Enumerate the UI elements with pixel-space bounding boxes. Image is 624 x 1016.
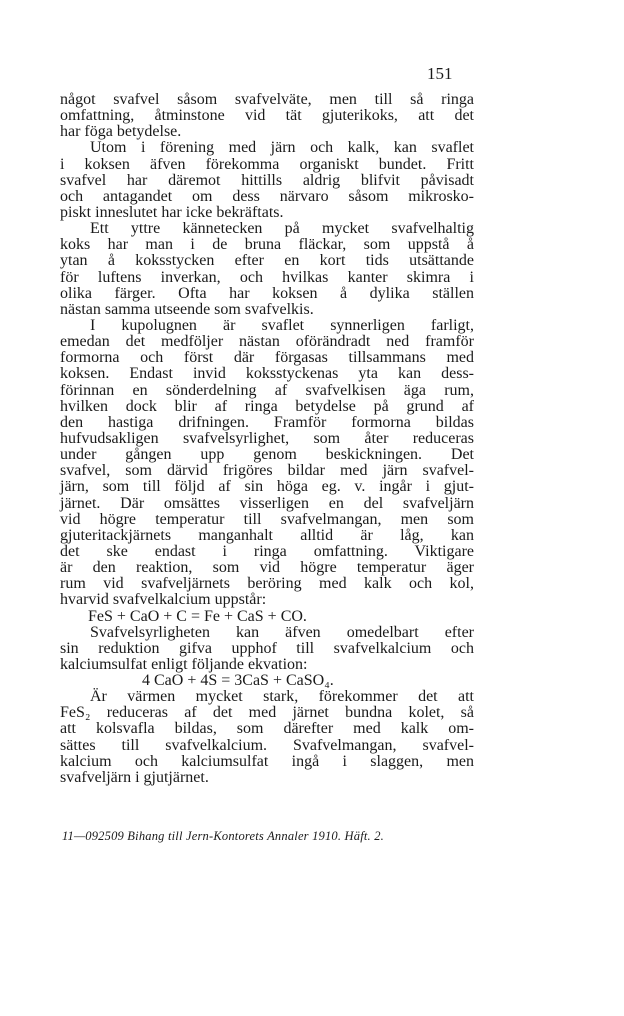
text-line: vid högre temperatur till svafvelmangan, men som: [60, 510, 474, 528]
text-line: sättes till svafvelkalcium. Svafvelmangan, svafvel-: [60, 736, 474, 754]
text-line: omfattning, åtminstone vid tät gjuterikoks, att det: [60, 107, 474, 125]
page-number: 151: [427, 64, 453, 83]
text-line: det ske endast i ringa omfattning. Viktigare: [60, 542, 474, 560]
text-line: Utom i förening med järn och kalk, kan svaflet: [90, 139, 474, 157]
equation: FeS + CaO + C = Fe + CaS + CO.: [88, 607, 307, 625]
footer-citation: 11—092509 Bihang till Jern-Kontorets Annaler 1910. Häft. 2.: [62, 829, 384, 843]
text-line: nästan samma utseende som svafvelkis.: [60, 300, 314, 318]
text-line: emedan det medföljer nästan oförändradt ned framför: [60, 333, 474, 351]
text-line: och antagandet om dess närvaro såsom mikrosko-: [60, 187, 474, 205]
text-line: kalciumsulfat enligt följande ekvation:: [60, 655, 308, 673]
text-line: kalcium och kalciumsulfat ingå i slaggen, men: [60, 752, 474, 770]
text-line: koks har man i de bruna fläckar, som uppstå å: [60, 236, 474, 254]
text-line: koksen. Endast invid koksstyckenas yta kan dess-: [60, 365, 474, 383]
text-line: FeS₂ reduceras af det med järnet bundna kolet, så: [60, 704, 474, 722]
equation: 4 CaO + 4S = 3CaS + CaSO₄.: [142, 672, 334, 690]
text-line: under gången upp genom beskickningen. Det: [60, 446, 474, 464]
text-line: ytan å koksstycken efter en kort tids utsättande: [60, 252, 474, 270]
text-line: förinnan en sönderdelning af svafvelkisen äga rum,: [60, 381, 474, 399]
text-line: olika färger. Ofta har koksen å dylika ställen: [60, 284, 474, 302]
text-line: har föga betydelse.: [60, 123, 182, 141]
text-line: svafvel, som därvid frigöres bildar med järn svafvel-: [60, 462, 474, 480]
text-line: för luftens inverkan, och hvilkas kanter skimra i: [60, 268, 474, 286]
text-line: rum vid svafveljärnets beröring med kalk och kol,: [60, 575, 474, 593]
text-line: Är värmen mycket stark, förekommer det att: [90, 688, 474, 706]
text-line: den hastiga drifningen. Framför formorna bildas: [60, 413, 474, 431]
text-line: järn, som till följd af sin höga eg. v. ingår i gjut-: [60, 478, 474, 496]
text-line: piskt inneslutet har icke bekräftats.: [60, 203, 284, 221]
body-text: [60, 92, 474, 786]
text-line: i koksen äfven förekomma organiskt bundet. Fritt: [60, 155, 474, 173]
text-line: hvilken dock blir af ringa betydelse på grund af: [60, 397, 474, 415]
text-line: Svafvelsyrligheten kan äfven omedelbart efter: [90, 623, 474, 641]
text-line: svafveljärn i gjutjärnet.: [60, 768, 209, 786]
text-line: hufvudsakligen svafvelsyrlighet, som åter reduceras: [60, 429, 474, 447]
text-line: sin reduktion gifva upphof till svafvelkalcium och: [60, 639, 474, 657]
text-line: är den reaktion, som vid högre temperatur äger: [60, 559, 474, 577]
text-line: formorna och först där förgasas tillsammans med: [60, 349, 474, 367]
text-line: Ett yttre kännetecken på mycket svafvelhaltig: [90, 220, 474, 238]
text-line: gjuteritackjärnets manganhalt alltid är låg, kan: [60, 526, 474, 544]
text-line: hvarvid svafvelkalcium uppstår:: [60, 591, 267, 609]
text-line: I kupolugnen är svaflet synnerligen farligt,: [90, 316, 474, 334]
text-line: att kolsvafla bildas, som därefter med kalk om-: [60, 720, 474, 738]
text-line: svafvel har däremot hittills aldrig blifvit påvisadt: [60, 171, 474, 189]
text-line: järnet. Där omsättes visserligen en del svafveljärn: [60, 494, 474, 512]
text-line: något svafvel såsom svafvelväte, men till så ringa: [60, 91, 474, 108]
